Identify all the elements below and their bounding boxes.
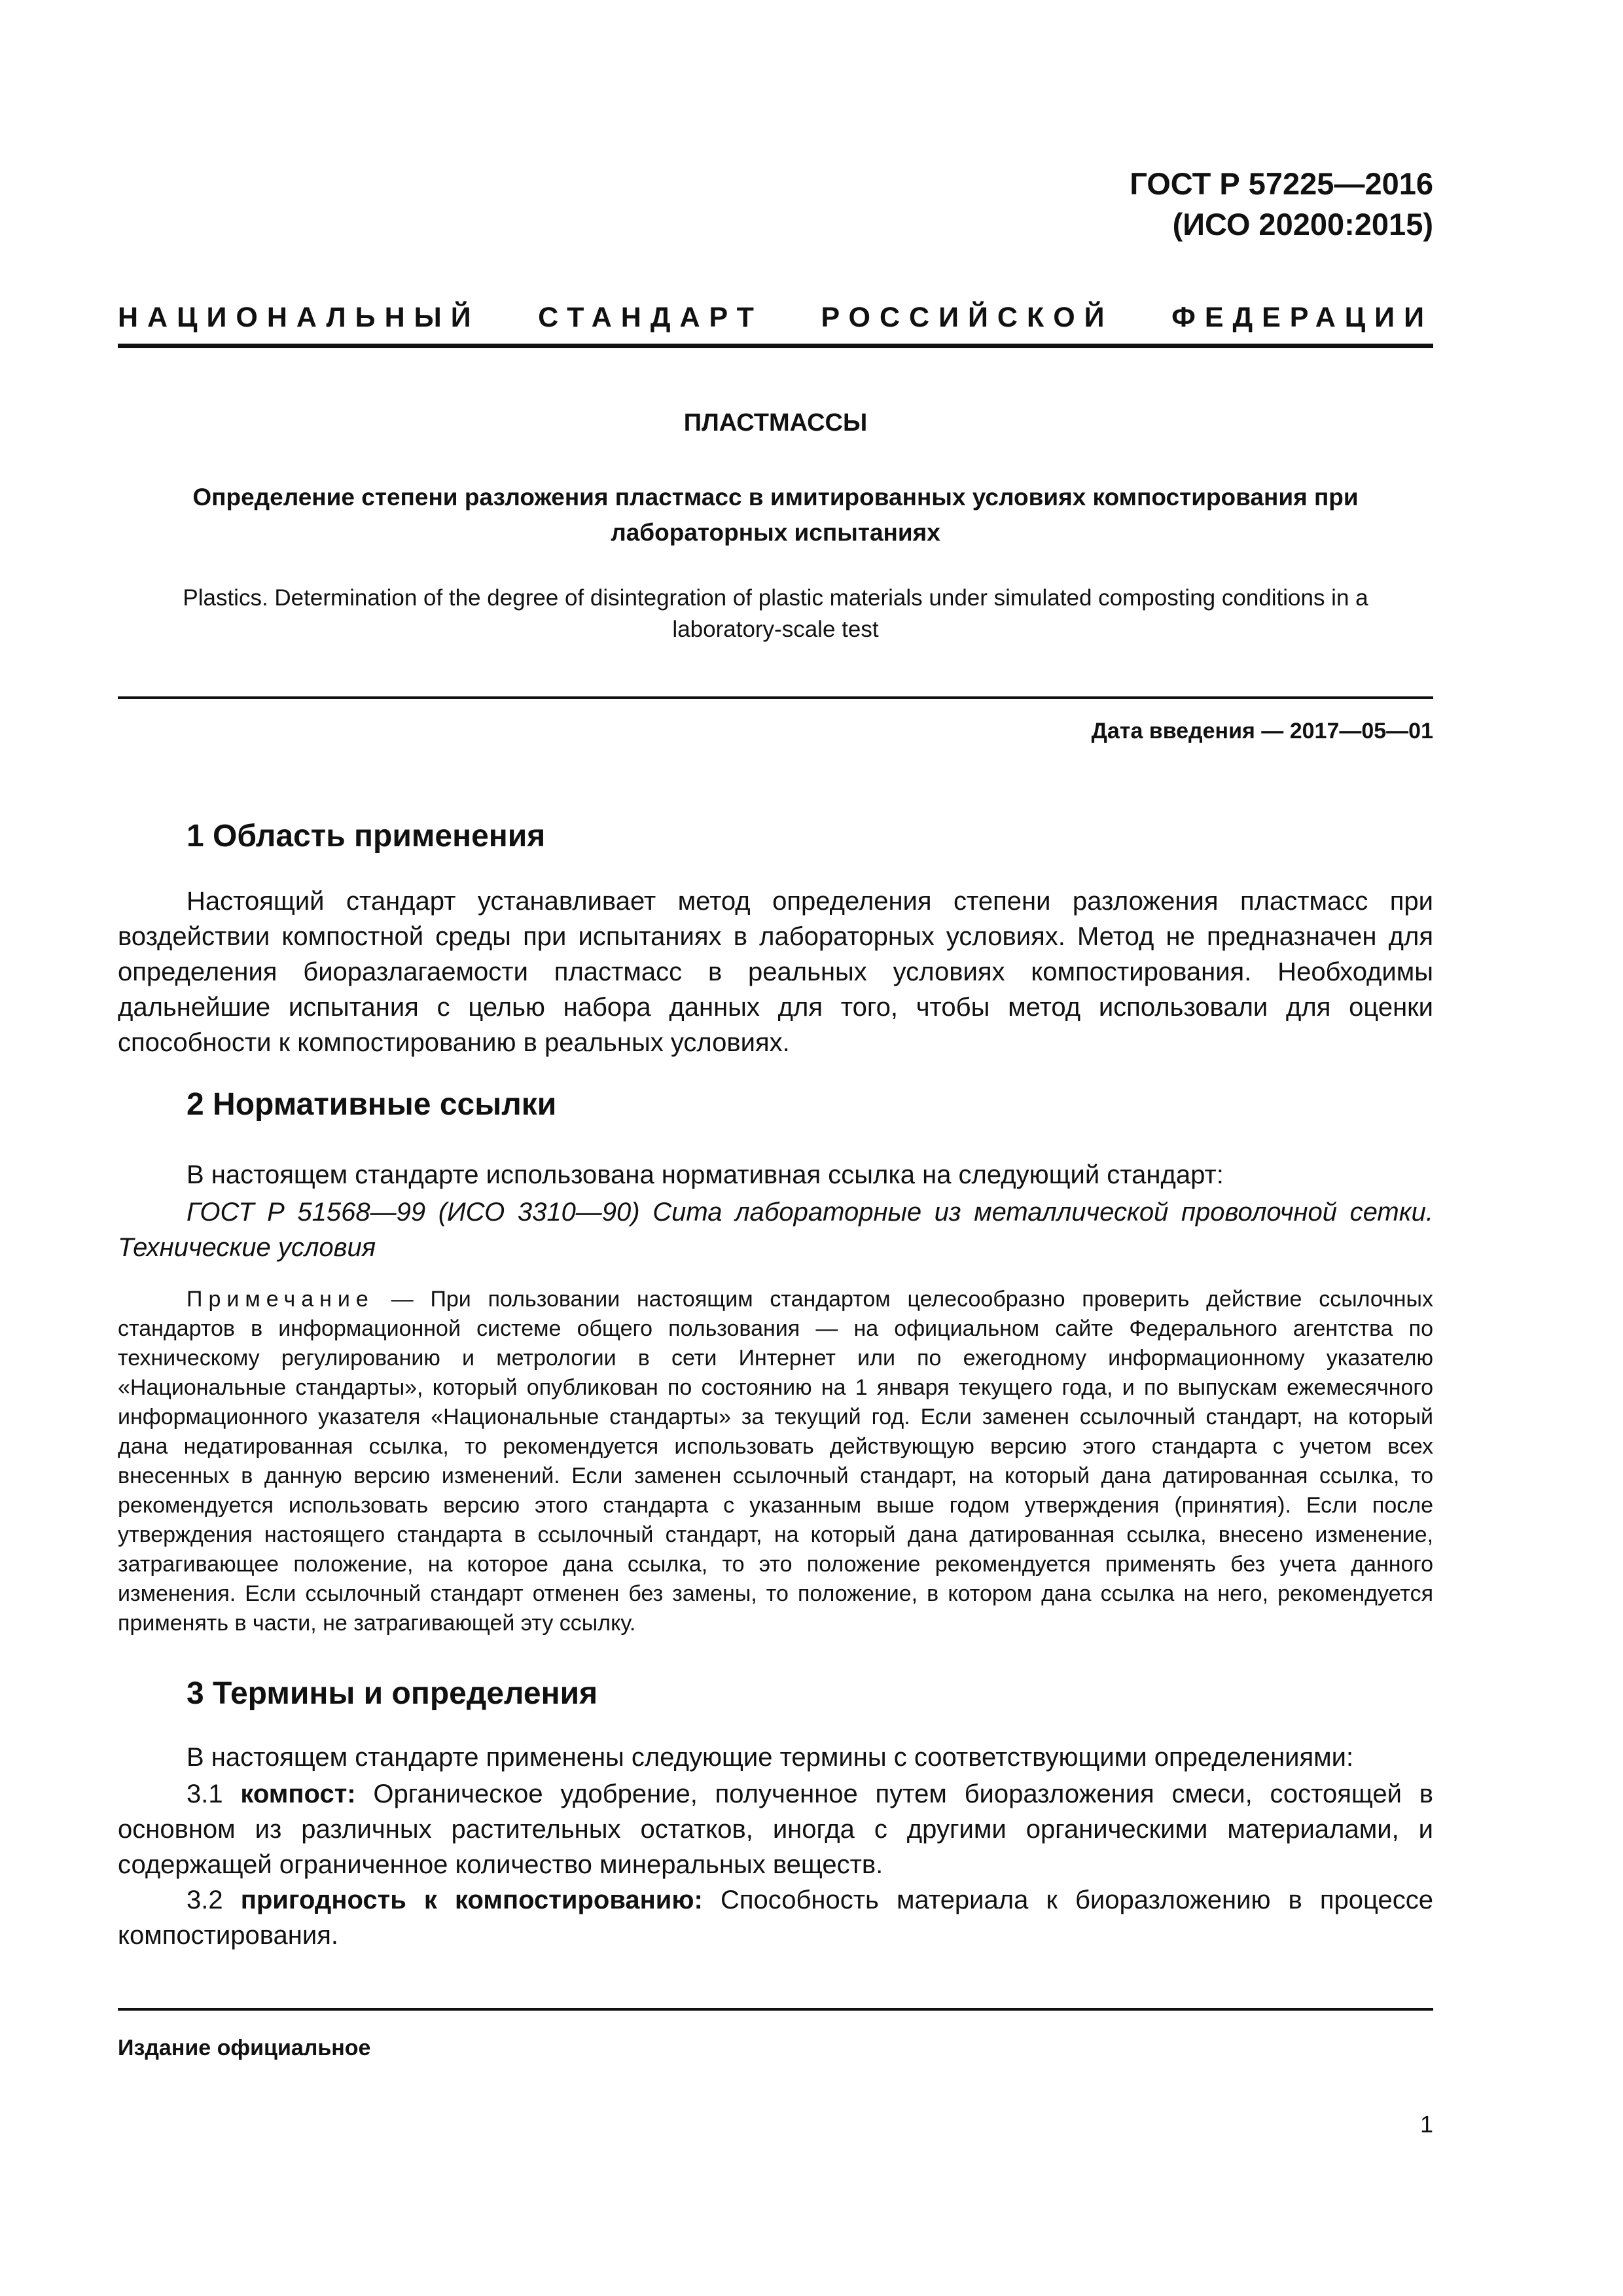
note-paragraph	[118, 1285, 1433, 1638]
term-text: Способность материала к биоразложению в процессе компостирования.	[118, 1886, 1433, 1950]
term-name: пригодность к компостированию:	[240, 1886, 703, 1914]
introduction-date: Дата введения — 2017—05—01	[1091, 719, 1433, 744]
gost-number: ГОСТ Р 57225—2016	[1130, 166, 1433, 201]
normative-reference: ГОСТ Р 51568—99 (ИСО 3310—90) Сита лабораторные из металлической проволочной сетки. Технические условия	[118, 1198, 1433, 1262]
note-text: — При пользовании настоящим стандартом целесообразно проверить действие ссылочных стандартов в информационной системе общего пользования — на официальном сайте Федерального агентства по техническому регулированию и метрологии в сети Интернет или по ежегодному информационному указателю «Национальные стандарты», который опубликован по состоянию на 1 января текущего года, и по выпускам ежемесячного информационного указателя «Национальные стандарты» за текущий год. Если заменен ссылочный стандарт, на который дана недатированная ссылка, то рекомендуется использовать действующую версию этого стандарта с учетом всех внесенных в данную версию изменений. Если заменен ссылочный стандарт, на который дана датированная ссылка, то рекомендуется использовать версию этого стандарта с указанным выше годом утверждения (принятия). Если после утверждения настоящего стандарта в ссылочный стандарт, на который дана датированная ссылка, внесено изменение, затрагивающее положение, на которое дана ссылка, то это положение рекомендуется применять без учета данного изменения. Если ссылочный стандарт отменен без замены, то положение, в котором дана ссылка на него, рекомендуется применять в части, не затрагивающей эту ссылку.	[118, 1287, 1433, 1636]
document-subtitle: Определение степени разложения пластмасс в имитированных условиях компостирования при лабораторных испытаниях	[192, 484, 1359, 546]
section-3-text: В настоящем стандарте применены следующие термины с соответствующими определениями:	[187, 1743, 1354, 1772]
edition-label: Издание официальное	[118, 2036, 371, 2060]
term-text: Органическое удобрение, полученное путем биоразложения смеси, состоящей в основном из различных растительных остатков, иногда с другими органическими материалами, и содержащей ограниченное количество минеральных веществ.	[118, 1780, 1433, 1879]
document-title: ПЛАСТМАССЫ	[683, 409, 868, 437]
term-definition	[118, 1882, 1433, 1953]
term-definition	[118, 1776, 1433, 1882]
document-designation	[1130, 164, 1433, 245]
section-1-text: Настоящий стандарт устанавливает метод определения степени разложения пластмасс при воздействии компостной среды при испытаниях в лабораторных условиях. Метод не предназначен для определения биоразлагаемости пластмасс в реальных условиях компостирования. Необходимы дальнейшие испытания с целью набора данных для того, чтобы метод использовали для оценки способности к компостированию в реальных условиях.	[118, 887, 1433, 1057]
section-2-heading: 2 Нормативные ссылки	[187, 1087, 557, 1122]
term-number: 3.2	[187, 1886, 223, 1914]
term-name: компост:	[240, 1780, 356, 1808]
national-standard-banner: НАЦИОНАЛЬНЫЙ СТАНДАРТ РОССИЙСКОЙ ФЕДЕРАЦИИ	[118, 302, 1433, 333]
header-divider	[118, 344, 1433, 348]
document-subtitle-english: Plastics. Determination of the degree of disintegration of plastic materials under simulated composting conditions in a laboratory-scale test	[183, 585, 1368, 642]
page-number: 1	[1419, 2111, 1433, 2138]
footer-divider	[118, 2008, 1433, 2011]
title-divider	[118, 696, 1433, 699]
iso-number: (ИСО 20200:2015)	[1172, 207, 1433, 242]
note-label: Примечание	[187, 1287, 374, 1312]
section-1-heading: 1 Область применения	[187, 819, 546, 853]
section-2-text: В настоящем стандарте использована нормативная ссылка на следующий стандарт:	[187, 1160, 1224, 1189]
term-number: 3.1	[187, 1780, 223, 1808]
section-3-heading: 3 Термины и определения	[187, 1676, 598, 1711]
